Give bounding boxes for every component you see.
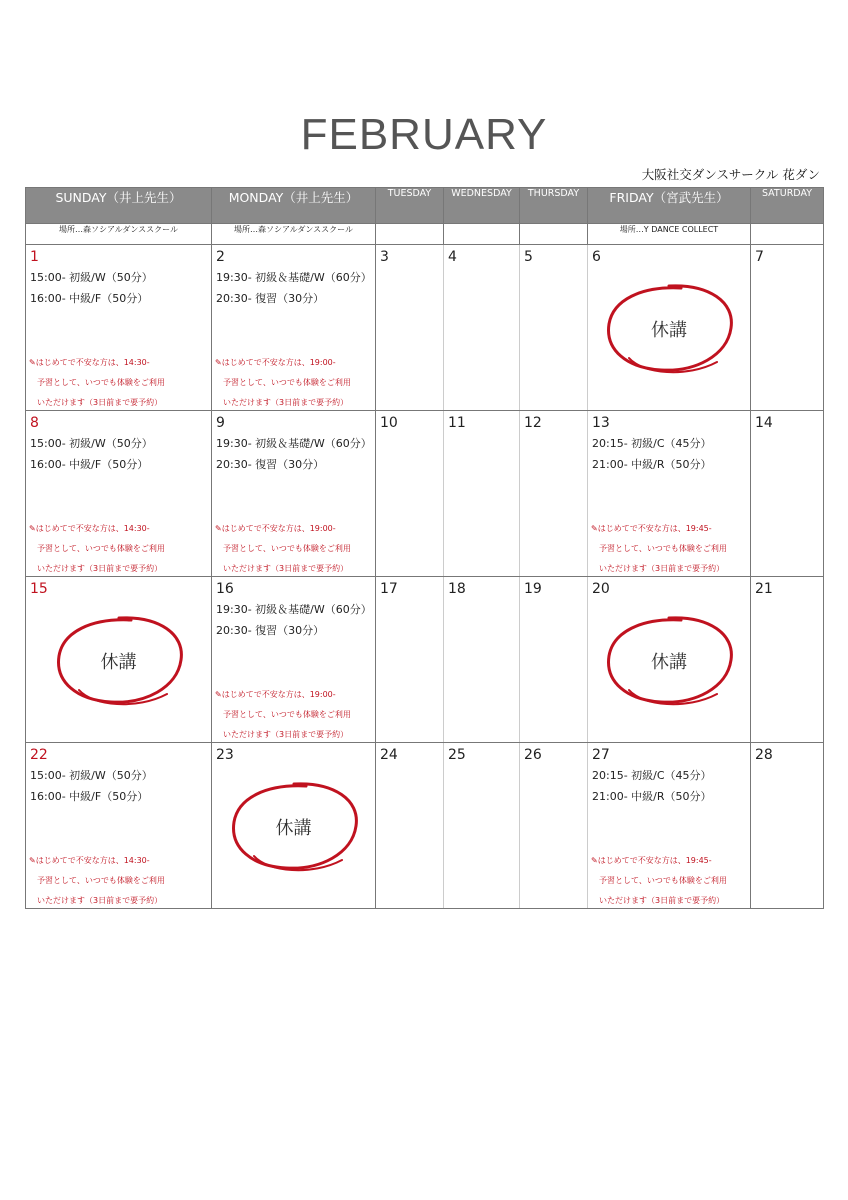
day-number: 27 [592,747,610,763]
day-number: 7 [755,249,764,265]
day-number: 21 [755,581,773,597]
class-entry: 21:00- 中級/R（50分） [592,790,712,803]
week-row [26,577,824,743]
day-number: 23 [216,747,234,763]
class-entry: 16:00- 中級/F（50分） [30,292,149,305]
day-cell-thursday [520,245,588,411]
header-wednesday: WEDNESDAY [444,188,520,224]
trial-note [215,685,351,745]
day-number: 25 [448,747,466,763]
day-cell-tuesday [376,577,444,743]
class-entry: 19:30- 初級＆基礎/W（60分） [216,437,372,450]
cancelled-label: 休講 [651,651,687,673]
day-cell-monday [212,577,376,743]
day-number: 17 [380,581,398,597]
header-sunday: SUNDAY（井上先生） [26,188,212,224]
day-cell-sunday [26,577,212,743]
day-cell-wednesday [444,577,520,743]
weekday-header-row [26,188,824,224]
calendar-table [25,187,824,909]
day-number: 1 [30,249,39,265]
day-number: 8 [30,415,39,431]
day-cell-tuesday [376,743,444,909]
trial-note [29,851,165,911]
day-cell-monday [212,245,376,411]
location-thursday [520,224,588,245]
cancelled-badge [599,278,739,378]
day-number: 3 [380,249,389,265]
day-cell-monday [212,411,376,577]
cancelled-label: 休講 [651,319,687,341]
day-number: 12 [524,415,542,431]
day-number: 26 [524,747,542,763]
class-entry: 20:15- 初級/C（45分） [592,437,712,450]
day-cell-monday [212,743,376,909]
day-cell-sunday [26,245,212,411]
cancelled-badge [49,610,189,710]
trial-note [591,851,727,911]
day-cell-thursday [520,411,588,577]
trial-note-line: いただけます（3日前まで要予約） [37,398,163,407]
day-number: 28 [755,747,773,763]
day-cell-wednesday [444,743,520,909]
class-entry: 20:30- 復習（30分） [216,458,325,471]
day-cell-tuesday [376,411,444,577]
trial-note-line: 予習として、いつでも体験をご利用 [223,378,351,387]
day-cell-sunday [26,411,212,577]
trial-note-line: ✎はじめてで不安な方は、19:45- [591,524,712,533]
location-sunday: 場所…森ソシアルダンススクール [26,224,212,245]
cancelled-badge [224,776,364,876]
trial-note-line: ✎はじめてで不安な方は、14:30- [29,524,150,533]
trial-note-line: いただけます（3日前まで要予約） [223,398,349,407]
cancelled-badge [599,610,739,710]
day-number: 10 [380,415,398,431]
day-number: 19 [524,581,542,597]
location-tuesday [376,224,444,245]
trial-note-line: ✎はじめてで不安な方は、19:00- [215,358,336,367]
day-cell-sunday [26,743,212,909]
trial-note [29,353,165,413]
class-entry: 19:30- 初級＆基礎/W（60分） [216,271,372,284]
trial-note-line: いただけます（3日前まで要予約） [223,730,349,739]
class-entry: 20:30- 復習（30分） [216,624,325,637]
week-row [26,245,824,411]
header-tuesday: TUESDAY [376,188,444,224]
trial-note-line: いただけます（3日前まで要予約） [599,896,725,905]
location-row [26,224,824,245]
trial-note-line: ✎はじめてで不安な方は、19:00- [215,690,336,699]
trial-note [215,353,351,413]
cancelled-label: 休講 [275,817,312,839]
day-cell-tuesday [376,245,444,411]
day-cell-saturday [751,245,824,411]
header-saturday: SATURDAY [751,188,824,224]
class-entry: 20:15- 初級/C（45分） [592,769,712,782]
header-friday: FRIDAY（宮武先生） [588,188,751,224]
trial-note-line: いただけます（3日前まで要予約） [599,564,725,573]
class-entry: 16:00- 中級/F（50分） [30,790,149,803]
day-number: 9 [216,415,225,431]
day-cell-thursday [520,577,588,743]
day-cell-friday [588,577,751,743]
class-entry: 16:00- 中級/F（50分） [30,458,149,471]
day-number: 24 [380,747,398,763]
class-entry: 15:00- 初級/W（50分） [30,271,153,284]
trial-note-line: 予習として、いつでも体験をご利用 [599,876,727,885]
trial-note [29,519,165,579]
day-cell-saturday [751,411,824,577]
day-cell-saturday [751,743,824,909]
class-entry: 15:00- 初級/W（50分） [30,769,153,782]
class-entry: 21:00- 中級/R（50分） [592,458,712,471]
header-monday: MONDAY（井上先生） [212,188,376,224]
organization-name: 大阪社交ダンスサークル 花ダン [641,167,820,182]
day-number: 15 [30,581,48,597]
trial-note [215,519,351,579]
day-number: 18 [448,581,466,597]
location-saturday [751,224,824,245]
location-wednesday [444,224,520,245]
day-cell-saturday [751,577,824,743]
class-entry: 15:00- 初級/W（50分） [30,437,153,450]
trial-note-line: ✎はじめてで不安な方は、14:30- [29,856,150,865]
day-number: 14 [755,415,773,431]
location-monday: 場所…森ソシアルダンススクール [212,224,376,245]
week-row [26,411,824,577]
day-number: 22 [30,747,48,763]
trial-note-line: 予習として、いつでも体験をご利用 [223,710,351,719]
day-number: 2 [216,249,225,265]
day-cell-wednesday [444,411,520,577]
cancelled-label: 休講 [100,651,137,673]
day-number: 6 [592,249,601,265]
week-row [26,743,824,909]
trial-note-line: 予習として、いつでも体験をご利用 [37,378,165,387]
day-cell-thursday [520,743,588,909]
trial-note-line: 予習として、いつでも体験をご利用 [599,544,727,553]
trial-note-line: いただけます（3日前まで要予約） [223,564,349,573]
trial-note-line: いただけます（3日前まで要予約） [37,564,163,573]
class-entry: 20:30- 復習（30分） [216,292,325,305]
day-number: 16 [216,581,234,597]
day-number: 5 [524,249,533,265]
day-cell-friday [588,743,751,909]
day-number: 20 [592,581,610,597]
trial-note-line: 予習として、いつでも体験をご利用 [37,544,165,553]
trial-note-line: 予習として、いつでも体験をご利用 [223,544,351,553]
trial-note-line: 予習として、いつでも体験をご利用 [37,876,165,885]
day-number: 11 [448,415,466,431]
trial-note-line: いただけます（3日前まで要予約） [37,896,163,905]
location-friday: 場所…Y DANCE COLLECT [588,224,751,245]
day-cell-friday [588,245,751,411]
trial-note-line: ✎はじめてで不安な方は、19:00- [215,524,336,533]
page-title: FEBRUARY [300,110,548,159]
day-number: 4 [448,249,457,265]
trial-note-line: ✎はじめてで不安な方は、14:30- [29,358,150,367]
day-number: 13 [592,415,610,431]
header-thursday: THURSDAY [520,188,588,224]
class-entry: 19:30- 初級＆基礎/W（60分） [216,603,372,616]
trial-note-line: ✎はじめてで不安な方は、19:45- [591,856,712,865]
day-cell-friday [588,411,751,577]
trial-note [591,519,727,579]
day-cell-wednesday [444,245,520,411]
